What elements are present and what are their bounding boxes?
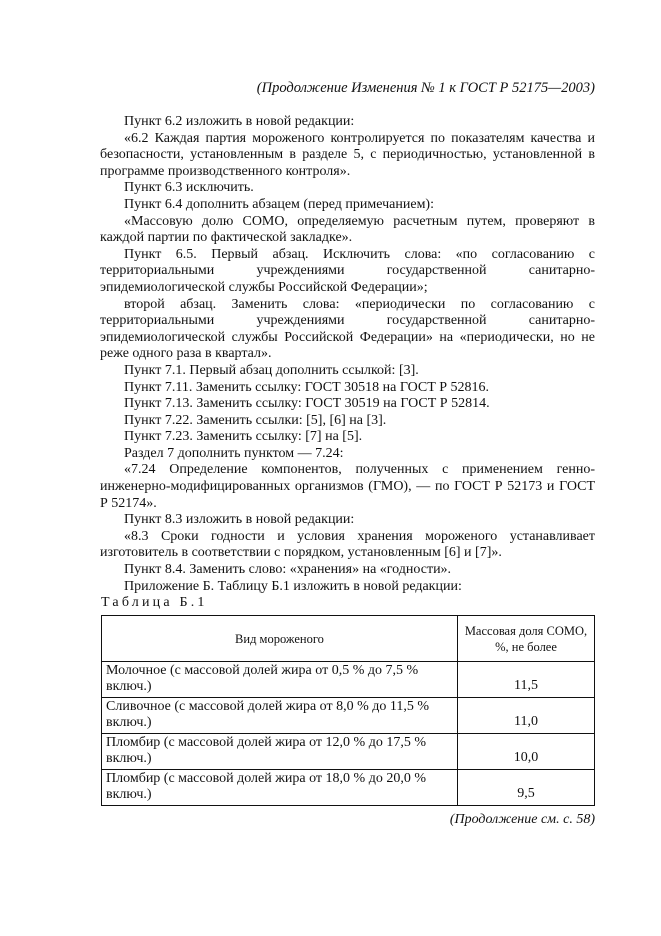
- paragraph: Пункт 8.4. Заменить слово: «хранения» на «годности».: [124, 562, 452, 578]
- paragraph: Пункт 6.4 дополнить абзацем (перед примечанием):: [124, 196, 434, 212]
- amendment-text: [100, 114, 595, 595]
- table-row: [102, 734, 595, 770]
- paragraph: Пункт 6.2 изложить в новой редакции:: [124, 114, 355, 129]
- table-caption: Таблица Б.1: [101, 595, 208, 610]
- paragraph: Пункт 7.23. Заменить ссылку: [7] на [5].: [124, 429, 363, 445]
- paragraph: Пункт 7.13. Заменить ссылку: ГОСТ 30519 на ГОСТ Р 52814.: [124, 396, 490, 412]
- column-header-kind: Вид мороженого: [102, 616, 458, 662]
- table-row: [102, 770, 595, 806]
- paragraph: Пункт 6.5. Первый абзац. Исключить слова: «по согласованию с территориальными учреждениями государственной санитарно-эпидемиологической службы Российской Федерации»;: [100, 246, 595, 295]
- cell-kind: Пломбир (с массовой долей жира от 18,0 % до 20,0 % включ.): [102, 770, 458, 806]
- paragraph: Пункт 7.1. Первый абзац дополнить ссылкой: [3].: [124, 362, 419, 378]
- paragraph: Пункт 7.22. Заменить ссылки: [5], [6] на [3].: [124, 412, 387, 428]
- paragraph: Раздел 7 дополнить пунктом — 7.24:: [124, 445, 344, 461]
- cell-value: 11,5: [458, 662, 595, 698]
- cell-value: 9,5: [458, 770, 595, 806]
- page-footer: (Продолжение см. с. 58): [449, 812, 595, 827]
- cell-value: 11,0: [458, 698, 595, 734]
- cell-kind: Пломбир (с массовой долей жира от 12,0 % до 17,5 % включ.): [102, 734, 458, 770]
- paragraph: «7.24 Определение компонентов, полученных с применением генно-инженерно-модифицированных организмов (ГМО), — по ГОСТ Р 52173 и ГОСТ Р 52174».: [100, 462, 595, 511]
- table-b1: [101, 615, 595, 806]
- cell-kind: Молочное (с массовой долей жира от 0,5 % до 7,5 % включ.): [102, 662, 458, 698]
- paragraph: «Массовую долю СОМО, определяемую расчетным путем, проверяют в каждой партии по фактической закладке».: [100, 213, 595, 246]
- paragraph: «8.3 Сроки годности и условия хранения мороженого устанавливает изготовитель в соответствии с порядком, установленным [6] и [7]».: [100, 528, 595, 561]
- paragraph: Приложение Б. Таблицу Б.1 изложить в новой редакции:: [124, 578, 462, 594]
- paragraph: второй абзац. Заменить слова: «периодически по согласованию с территориальными учреждениями государственной санитарно-эпидемиологической службы Российской Федерации» на «периодически, но не реже одного раза в квартал».: [100, 296, 595, 362]
- paragraph: «6.2 Каждая партия мороженого контролируется по показателям качества и безопасности, установленным в разделе 5, с периодичностью, установленной в программе производственного контроля».: [100, 130, 595, 179]
- paragraph: Пункт 8.3 изложить в новой редакции:: [124, 512, 355, 528]
- table-header-row: [102, 616, 595, 662]
- table-row: [102, 698, 595, 734]
- column-header-somo: Массовая доля СОМО, %, не более: [458, 616, 595, 662]
- cell-kind: Сливочное (с массовой долей жира от 8,0 % до 11,5 % включ.): [102, 698, 458, 734]
- table-row: [102, 662, 595, 698]
- paragraph: Пункт 6.3 исключить.: [124, 180, 254, 196]
- cell-value: 10,0: [458, 734, 595, 770]
- paragraph: Пункт 7.11. Заменить ссылку: ГОСТ 30518 на ГОСТ Р 52816.: [124, 379, 490, 395]
- page-header: (Продолжение Изменения № 1 к ГОСТ Р 52175—2003): [256, 80, 595, 96]
